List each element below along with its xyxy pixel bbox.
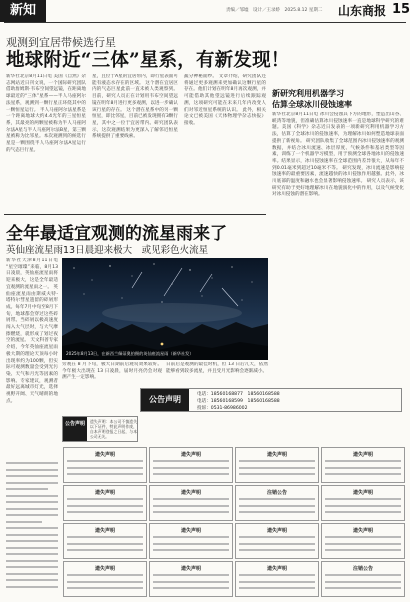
classified-notice-text bbox=[239, 498, 315, 517]
classified-notice-text bbox=[325, 536, 401, 555]
classified-notice bbox=[235, 447, 319, 483]
classified-notice-title: 遗失声明 bbox=[266, 566, 287, 572]
classified-notice-text bbox=[239, 574, 315, 593]
classified-notice bbox=[321, 485, 405, 521]
ad-phone-1: 电话：18560168877 18560168588 bbox=[197, 392, 280, 397]
side-article-body: 新华社北京8月11日电 冰川会侵蚀其下方的地形，塑造出山谷、峡湾等地貌，但准确估算冰川侵蚀速率一直是地球科学研究的难题。美国《科学》杂志近日发表的一项新研究利用机器学习方法，估算了全球冰川的侵蚀速率，为理解冰川如何塑造地球表面提供了新视角。 研究团队收集了全球范围内冰川侵蚀速率的观测数据，并结合冰川流速、冰层厚度、气候条件和基岩类型等因素，训练了一个机器学习模型，用于预测全球各地冰川的侵蚀速率。结果显示，冰川侵蚀速率在全球范围内差异很大，从每年不到0.01毫米到超过10毫米不等。 研究发现，冰川流速是影响侵蚀速率的最重要因素，流速越快的冰川侵蚀作用越强。此外，冰川底部的温度和融水也会显著影响侵蚀速率。 研究人员表示，该研究有助于更好地理解冰川在地貌演化中的作用，以及气候变化对冰川侵蚀的潜在影响。 bbox=[272, 112, 404, 198]
classified-notice bbox=[63, 485, 147, 521]
side-title-2: 估算全球冰川侵蚀速率 bbox=[272, 100, 352, 109]
meteor-shower-photo bbox=[62, 258, 268, 360]
classified-notice-title: 遗失声明 bbox=[266, 528, 287, 534]
notice-badge: 公告声明 bbox=[63, 417, 87, 441]
meteor-column-1: 新华社天津8月11日电 “星空璀璨”来临，8月13日凌晨，英仙座流星雨将迎来极大，这是全年最适宜观测的流星雨之一。 英仙座流星雨由斯威夫特-塔特尔彗星遗留的碎屑形成。每年7月中旬至8月下旬，地球都会穿过这些碎屑带。当碎屑以极高速度闯入大气层时，与大气摩擦燃烧，就形成了划过夜空的流星。 天文科普专家介绍，今年英仙座流星雨极大期的理论天顶每小时出现率约为100颗，但实际可观测数量会受到光污染、天气和月光等因素的影响。专家建议，观测者最好远离城市灯光，选择视野开阔、天气晴朗的地点。 bbox=[6, 258, 58, 404]
classified-notice bbox=[149, 561, 233, 597]
classified-notice bbox=[235, 523, 319, 559]
classified-notice-text bbox=[239, 460, 315, 479]
lead-headline: 地球附近“三体”星系，有新发现！ bbox=[6, 50, 290, 71]
classified-notice bbox=[321, 561, 405, 597]
ad-badge: 公告声明 bbox=[141, 389, 189, 411]
classified-notice-title: 遗失声明 bbox=[94, 452, 115, 458]
classified-notice-title: 遗失声明 bbox=[352, 528, 373, 534]
classified-notice-title: 遗失声明 bbox=[180, 566, 201, 572]
masthead bbox=[0, 0, 410, 22]
ad-phone-2: 电话：18560168599 18560168588 bbox=[197, 399, 280, 404]
meteor-subtitle: 英仙座流星雨13日晨迎来极大 或见彩色火流星 bbox=[6, 245, 209, 256]
classified-notice-title: 遗失声明 bbox=[94, 528, 115, 534]
ad-phone-3: 投诉：0531-86986002 bbox=[197, 406, 248, 411]
classified-notice bbox=[149, 523, 233, 559]
paper-name: 山东商报 bbox=[338, 4, 387, 18]
notice-box bbox=[62, 416, 138, 442]
meteor-below-photo-2: 日前后是观测的最佳时机，但 13 日后几天，依然能够看到较多流星，并且受月光影响会逐渐减小。 bbox=[166, 362, 268, 374]
classified-notice-title: 遗失声明 bbox=[94, 490, 115, 496]
classified-notice bbox=[235, 561, 319, 597]
masthead-rule bbox=[4, 22, 406, 23]
classified-notice-title: 遗失声明 bbox=[352, 490, 373, 496]
classified-notice-title: 遗失声明 bbox=[94, 566, 115, 572]
classified-notice-text bbox=[239, 536, 315, 555]
classified-notice-text bbox=[67, 574, 143, 593]
classified-notice-text bbox=[325, 460, 401, 479]
lead-column-2: 星，且位于A星的宜居带内，即行星表面可能有液态水存在的区域。 这个潜在宜居区内的气态巨星此前一直未被人类观察到。目前，研究人员正在计划用韦布空间望远镜在明年8月进行更多观测，以进一步确认该行星的存在。 这个潜在星系中的另一颗恒星，即比邻星，目前已被发现拥有3颗行星，其中之一位于宜居带内。研究团队表示，这次观测结果为更深入了解邻近恒星系统提供了重要线索。 bbox=[92, 74, 178, 140]
notice-text: 遗失声明：本公司不慎遗失以下证件，特此声明作废，自本声明登报之日起，与本公司无关。 bbox=[90, 419, 137, 439]
classified-notice-title: 遗失声明 bbox=[266, 452, 287, 458]
classified-notice bbox=[149, 485, 233, 521]
classified-notice bbox=[63, 523, 147, 559]
page-number: 15 bbox=[392, 2, 410, 17]
classified-notice-text bbox=[67, 460, 143, 479]
notice-text-left bbox=[6, 462, 58, 598]
classified-notice-text bbox=[325, 498, 401, 517]
classified-notice bbox=[235, 485, 319, 521]
ad-banner bbox=[140, 388, 402, 412]
meteor-headline: 全年最适宜观测的流星雨来了 bbox=[6, 224, 227, 244]
classified-notice-text bbox=[153, 574, 229, 593]
section-divider bbox=[4, 214, 266, 215]
classified-notice-title: 注销公告 bbox=[352, 566, 373, 572]
lead-column-1: 新华社北京8月11日电 美国《自然》杂志网站近日刊文说，一个国际研究团队借助詹姆斯·韦布空间望远镜，在距离地球最近的“三体”星系——半人马座阿尔法星系，观测到一颗行星正环绕其中的一颗恒星运行。 半人马座阿尔法星系是一个距离地球大约4.4光年的三星恒星系，其最亮的两颗星被称为半人马座阿尔法A星与半人马座阿尔法B星，第三颗星被称为比邻星。本次观测到的候选行星是一颗围绕半人马座阿尔法A星运行的气态巨行星。 bbox=[6, 74, 86, 153]
classified-notice bbox=[63, 561, 147, 597]
section-tab: 新知 bbox=[0, 0, 46, 22]
classified-notice bbox=[63, 447, 147, 483]
classified-notice-text bbox=[153, 498, 229, 517]
classified-notice-text bbox=[67, 536, 143, 555]
meteor-below-photo-1: 旁观在 8 月下旬，极大日期前后观赏效果较好。今年极大出现在 13 日凌晨，届时月亮仍会对观测产生一定影响。 bbox=[62, 362, 162, 381]
classified-notice bbox=[321, 523, 405, 559]
lead-column-3: 蔬分神秘面纱。 文章介绍，研究团队还将通过更多观测来更加确认这颗行星的存在。他们计划在明年8月再次观测，并可能借助其他望远镜进行后续跟踪观测，这项研究可能在未来几年内改变人们对邻近恒星系统的认识。 此外，相关论文已被美国《天体物理学杂志快报》接收。 bbox=[184, 74, 266, 126]
classified-notice-title: 遗失声明 bbox=[180, 490, 201, 496]
classified-notice-title: 遗失声明 bbox=[180, 528, 201, 534]
editor-credits: 责编／邹墟 设计／王录娇 2025.8.12 星期二 bbox=[226, 8, 323, 13]
classified-notice bbox=[149, 447, 233, 483]
classified-notice-title: 遗失声明 bbox=[352, 452, 373, 458]
classified-notice-text bbox=[153, 460, 229, 479]
lead-kicker: 观测到宜居带候选行星 bbox=[6, 36, 116, 49]
classified-notice-text bbox=[67, 498, 143, 517]
photo-caption: 2025年8月13日，在新西兰佩蒂奥拍摄的英仙座流星雨（新华社发） bbox=[66, 351, 194, 356]
classified-notice-text bbox=[325, 574, 401, 593]
classified-notice bbox=[321, 447, 405, 483]
classified-notice-title: 注销公告 bbox=[266, 490, 287, 496]
classified-notice-text bbox=[153, 536, 229, 555]
classified-notice-title: 遗失声明 bbox=[180, 452, 201, 458]
side-title-1: 新研究利用机器学习 bbox=[272, 89, 344, 98]
